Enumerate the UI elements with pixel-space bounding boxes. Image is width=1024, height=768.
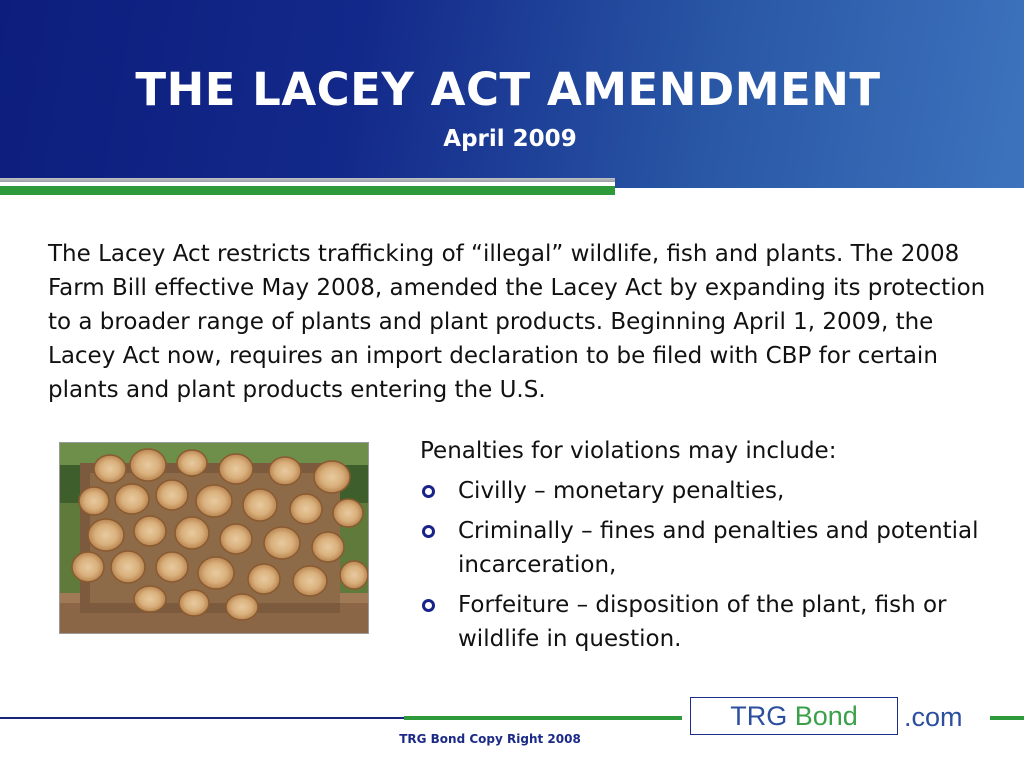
logo-bond-text: Bond (794, 701, 858, 731)
penalties-list (420, 474, 980, 656)
circle-bullet-icon (422, 525, 435, 538)
penalties-section (420, 434, 980, 662)
list-item (420, 514, 980, 582)
logo-com-text: .com (904, 702, 963, 732)
copyright-notice: TRG Bond Copy Right 2008 (399, 732, 581, 746)
log-pile-photo (59, 442, 369, 634)
list-item (420, 474, 980, 508)
penalty-civil: Civilly – monetary penalties, (458, 478, 785, 504)
intro-paragraph: The Lacey Act restricts trafficking of “illegal” wildlife, fish and plants. The 2008 Farm Bill effective May 2008, amended the Lacey Act by expanding its protection to a broader range of plants and plant products. Beginning April 1, 2009, the Lacey Act now, requires an import declaration to be filed with CBP for certain plants and plant products entering the U.S. (48, 241, 986, 403)
list-item (420, 588, 980, 656)
circle-bullet-icon (422, 485, 435, 498)
penalty-forfeiture: Forfeiture – disposition of the plant, fish or wildlife in question. (458, 592, 947, 652)
footer-rule-green-right (990, 716, 1024, 720)
header-divider-green (0, 186, 615, 195)
logo-trg-text: TRG (730, 701, 788, 731)
log-pile-illustration (60, 443, 368, 633)
trg-bond-logo (690, 697, 898, 735)
circle-bullet-icon (422, 599, 435, 612)
penalties-heading: Penalties for violations may include: (420, 438, 837, 464)
footer-rule-green-left (404, 716, 682, 720)
penalty-criminal: Criminally – fines and penalties and potential incarceration, (458, 518, 979, 578)
slide-title: THE LACEY ACT AMENDMENT (135, 63, 881, 116)
footer-rule-blue (0, 717, 410, 719)
header-divider-gray (0, 178, 615, 182)
slide-subtitle: April 2009 (443, 126, 577, 152)
